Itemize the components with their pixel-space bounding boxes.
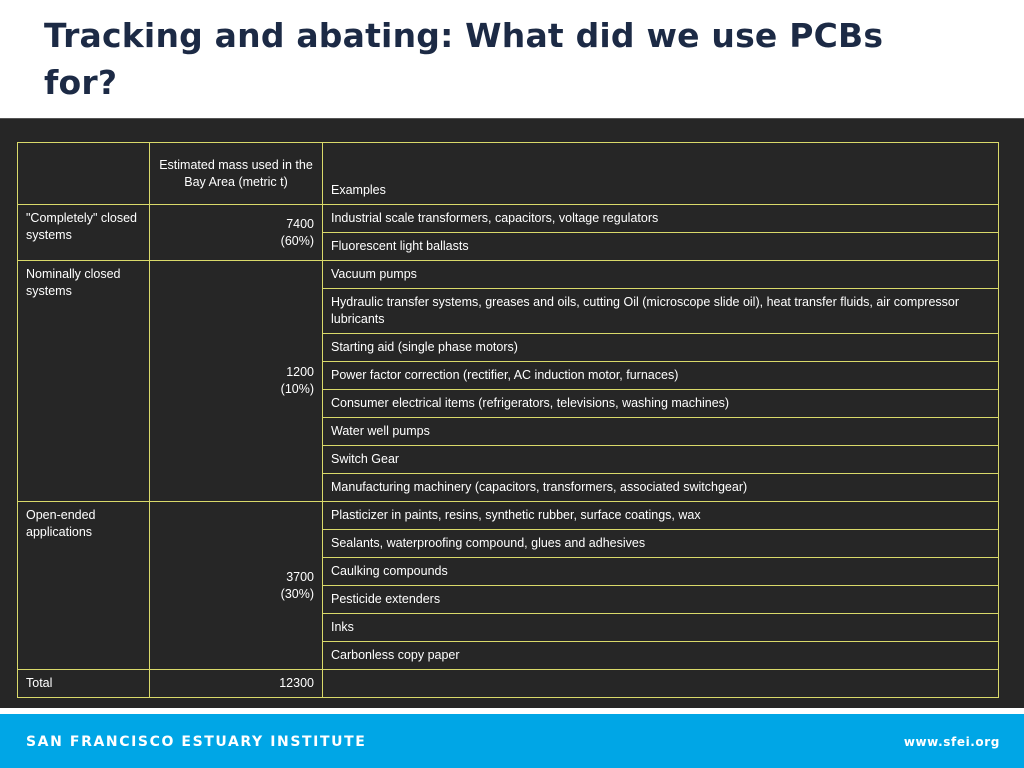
mass-value: 3700	[286, 569, 314, 584]
mass-share: (60%)	[280, 233, 314, 248]
example-cell: Industrial scale transformers, capacitors, voltage regulators	[323, 205, 999, 233]
table-row	[18, 261, 999, 289]
mass-value: 7400	[286, 216, 314, 231]
example-cell: Vacuum pumps	[323, 261, 999, 289]
total-mass: 12300	[150, 670, 323, 698]
total-row	[18, 670, 999, 698]
example-cell: Consumer electrical items (refrigerators, televisions, washing machines)	[323, 390, 999, 418]
total-label: Total	[18, 670, 150, 698]
slide-title: Tracking and abating: What did we use PCBs for?	[44, 16, 884, 102]
mass-cell	[150, 205, 323, 261]
table-header-row	[18, 143, 999, 205]
example-cell: Water well pumps	[323, 418, 999, 446]
table-row	[18, 502, 999, 530]
mass-cell	[150, 261, 323, 502]
table-panel	[0, 118, 1024, 708]
organization-name: SAN FRANCISCO ESTUARY INSTITUTE	[26, 734, 367, 750]
category-cell: "Completely" closed systems	[18, 205, 150, 261]
header-mass: Estimated mass used in the Bay Area (metric t)	[150, 143, 323, 205]
category-cell: Open-ended applications	[18, 502, 150, 670]
example-cell: Switch Gear	[323, 446, 999, 474]
table-row	[18, 205, 999, 233]
example-cell: Inks	[323, 614, 999, 642]
example-cell: Power factor correction (rectifier, AC induction motor, furnaces)	[323, 362, 999, 390]
example-cell: Plasticizer in paints, resins, synthetic rubber, surface coatings, wax	[323, 502, 999, 530]
footer-bar	[0, 714, 1024, 768]
example-cell: Manufacturing machinery (capacitors, transformers, associated switchgear)	[323, 474, 999, 502]
header-examples: Examples	[323, 143, 999, 205]
mass-value: 1200	[286, 365, 314, 379]
mass-cell	[150, 502, 323, 670]
example-cell: Caulking compounds	[323, 558, 999, 586]
example-cell: Pesticide extenders	[323, 586, 999, 614]
example-cell: Starting aid (single phase motors)	[323, 334, 999, 362]
example-cell: Sealants, waterproofing compound, glues and adhesives	[323, 530, 999, 558]
mass-share: (10%)	[280, 382, 314, 396]
total-examples	[323, 670, 999, 698]
category-cell: Nominally closed systems	[18, 261, 150, 502]
mass-share: (30%)	[280, 586, 314, 601]
example-cell: Carbonless copy paper	[323, 642, 999, 670]
pcb-usage-table	[17, 142, 999, 698]
website-url[interactable]: www.sfei.org	[903, 735, 1000, 749]
header-category	[18, 143, 150, 205]
example-cell: Hydraulic transfer systems, greases and oils, cutting Oil (microscope slide oil), heat transfer fluids, air compressor lubricants	[323, 289, 999, 334]
example-cell: Fluorescent light ballasts	[323, 233, 999, 261]
